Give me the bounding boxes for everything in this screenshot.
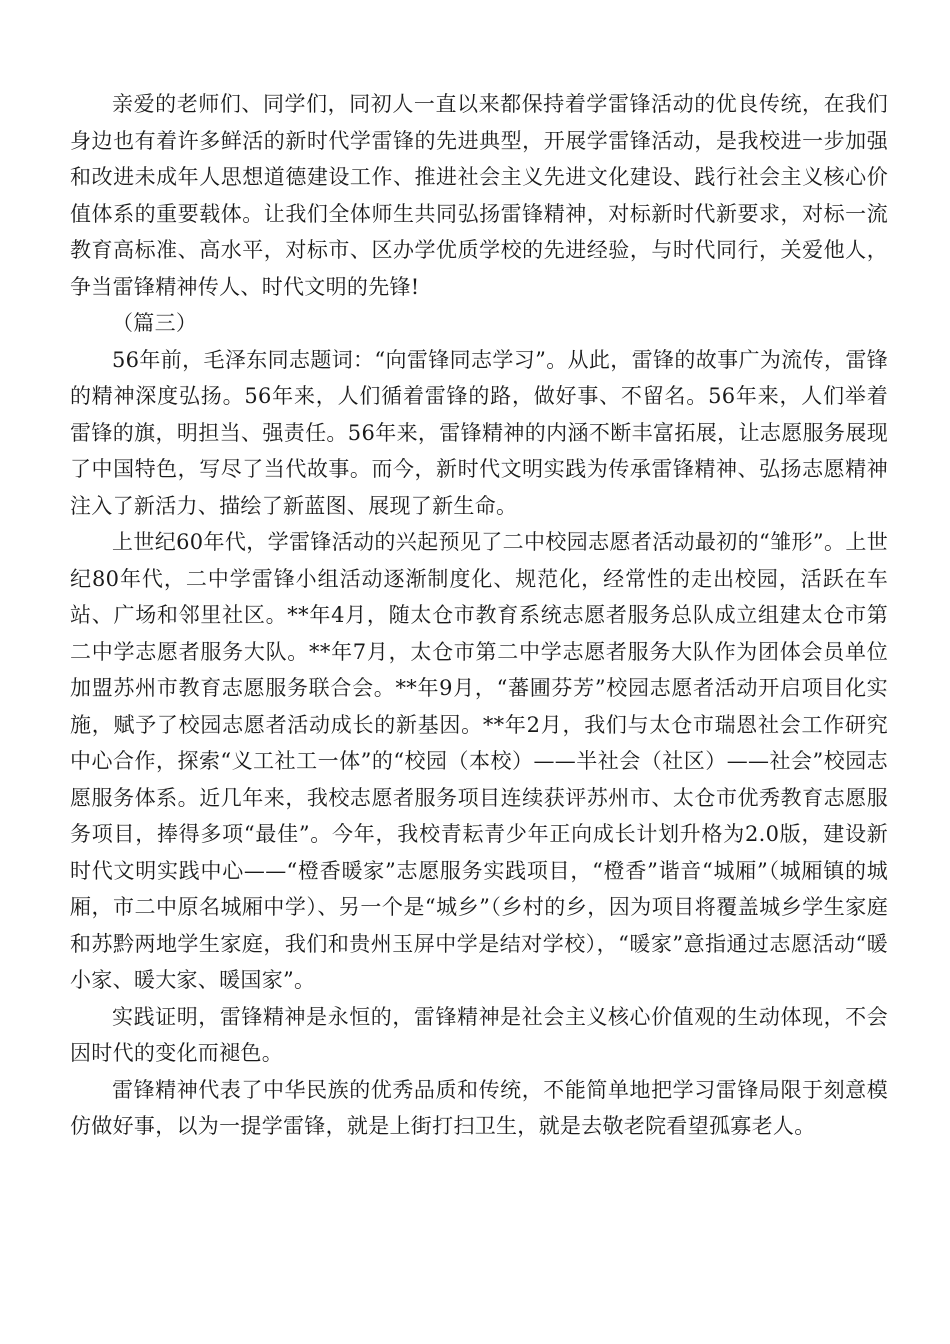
- paragraph-closing-remarks: 亲爱的老师们、同学们，同初人一直以来都保持着学雷锋活动的优良传统，在我们身边也有着许多鲜活的新时代学雷锋的先进典型，开展学雷锋活动，是我校进一步加强和改进未成年人思想道德建设工作、推进社会主义先进文化建设、践行社会主义核心价值体系的重要载体。让我们全体师生共同弘扬雷锋精神，对标新时代新要求，对标一流教育高标准、高水平，对标市、区办学优质学校的先进经验，与时代同行，关爱他人，争当雷锋精神传人、时代文明的先锋!: [70, 92, 888, 299]
- paragraph-lei-feng-spirit: 雷锋精神代表了中华民族的优秀品质和传统，不能简单地把学习雷锋局限于刻意模仿做好事，以为一提学雷锋，就是上街打扫卫生，就是去敬老院看望孤寡老人。: [70, 1077, 888, 1138]
- paragraph-56-years: 56年前，毛泽东同志题词：“向雷锋同志学习”。从此，雷锋的故事广为流传，雷锋的精神深度弘扬。56年来，人们循着雷锋的路，做好事、不留名。56年来，人们举着雷锋的旗，明担当、强责任。56年来，雷锋精神的内涵不断丰富拓展，让志愿服务展现了中国特色，写尽了当代故事。而今，新时代文明实践为传承雷锋精神、弘扬志愿精神注入了新活力、描绘了新蓝图、展现了新生命。: [70, 347, 888, 518]
- paragraph-history: 上世纪60年代，学雷锋活动的兴起预见了二中校园志愿者活动最初的“雏形”。上世纪80年代，二中学雷锋小组活动逐渐制度化、规范化，经常性的走出校园，活跃在车站、广场和邻里社区。**年4月，随太仓市教育系统志愿者服务总队成立组建太仓市第二中学志愿者服务大队。**年7月，太仓市第二中学志愿者服务大队作为团体会员单位加盟苏州市教育志愿服务联合会。**年9月，“蕃圃芬芳”校园志愿者活动开启项目化实施，赋予了校园志愿者活动成长的新基因。**年2月，我们与太仓市瑞恩社会工作研究中心合作，探索“义工社工一体”的“校园（本校）——半社会（社区）——社会”校园志愿服务体系。近几年来，我校志愿者服务项目连续获评苏州市、太仓市优秀教育志愿服务项目，捧得多项“最佳”。今年，我校青耘青少年正向成长计划升格为2.0版，建设新时代文明实践中心——“橙香暖家”志愿服务实践项目，“橙香”谐音“城厢”（城厢镇的城厢，市二中原名城厢中学）、另一个是“城乡”（乡村的乡，因为项目将覆盖城乡学生家庭和苏黔两地学生家庭，我们和贵州玉屏中学是结对学校），“暖家”意指通过志愿活动“暖小家、暖大家、暖国家”。: [70, 530, 888, 992]
- paragraph-practice-proves: 实践证明，雷锋精神是永恒的，雷锋精神是社会主义核心价值观的生动体现，不会因时代的变化而褪色。: [70, 1004, 888, 1065]
- section-heading-part-three: （篇三）: [112, 311, 198, 335]
- document-page: [70, 86, 888, 1145]
